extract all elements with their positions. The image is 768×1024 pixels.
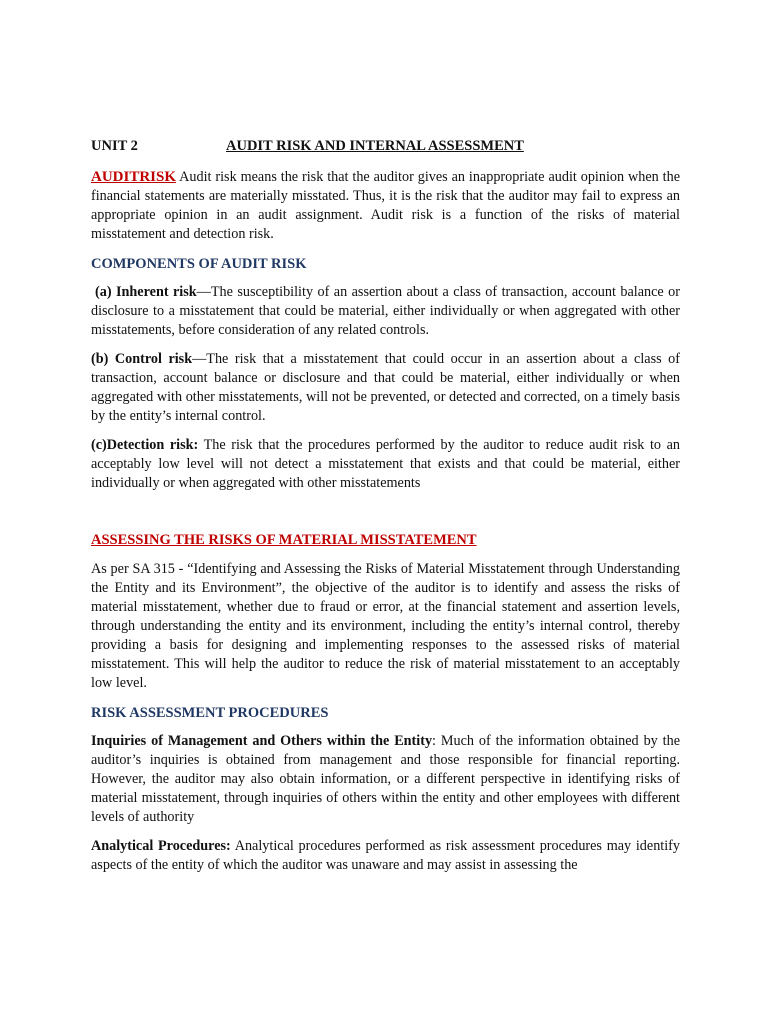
detection-risk-text: The risk that the procedures performed by the auditor to reduce audit risk to an acceptably low level will not detect a misstatement that exists and that could be material, either individually or when aggregated with other misstatements [91, 437, 680, 491]
unit-title: AUDIT RISK AND INTERNAL ASSESSMENT [226, 138, 524, 154]
assessing-heading: ASSESSING THE RISKS OF MATERIAL MISSTATEMENT [91, 532, 477, 548]
control-risk-term: (b) Control risk [91, 351, 193, 367]
procedures-heading: RISK ASSESSMENT PROCEDURES [91, 705, 329, 721]
inquiries-text: : Much of the information obtained by the auditor’s inquiries is obtained from management and those responsible for financial reporting. However, the auditor may also obtain information, or a different perspective in identifying risks of material misstatement, through inquiries of others within the entity and other employees with different levels of authority [91, 733, 681, 825]
audit-risk-paragraph [91, 168, 680, 244]
components-heading: COMPONENTS OF AUDIT RISK [91, 256, 307, 272]
inquiries-term: Inquiries of Management and Others within the Entity [91, 733, 433, 749]
inquiries-paragraph [91, 732, 680, 827]
inherent-risk-text: —The susceptibility of an assertion about a class of transaction, account balance or disclosure to a misstatement that could be material, either individually or when aggregated with other misstatements, before consideration of any related controls. [91, 284, 680, 338]
control-risk-paragraph [91, 350, 680, 426]
unit-label: UNIT 2 [91, 138, 138, 154]
analytical-procedures-paragraph [91, 837, 680, 875]
inherent-risk-term: (a) Inherent risk [95, 284, 197, 300]
detection-risk-paragraph [91, 436, 680, 493]
audit-risk-text: Audit risk means the risk that the auditor gives an inappropriate audit opinion when the financial statements are materially misstated. Thus, it is the risk that the auditor may fail to express an appropriate opinion in an audit assignment. Audit risk is a function of the risks of material misstatement and detection risk. [91, 169, 680, 242]
inherent-risk-paragraph [91, 283, 680, 340]
detection-risk-term: (c)Detection risk: [91, 437, 199, 453]
unit-header [91, 138, 680, 158]
audit-risk-lead: AUDITRISK [91, 169, 177, 185]
analytical-procedures-text: Analytical procedures performed as risk assessment procedures may identify aspects of the entity of which the auditor was unaware and may assist in assessing the [91, 838, 680, 873]
analytical-procedures-term: Analytical Procedures: [91, 838, 231, 854]
assessing-paragraph: As per SA 315 - “Identifying and Assessing the Risks of Material Misstatement through Understanding the Entity and its Environment”, the objective of the auditor is to identify and assess the risks of material misstatement, whether due to fraud or error, at the financial statement and assertion levels, through understanding the entity and its environment, including the entity’s internal control, thereby providing a basis for designing and implementing responses to the assessed risks of material misstatement. This will help the auditor to reduce the risk of material misstatement to an acceptably low level. [91, 561, 680, 691]
control-risk-text: —The risk that a misstatement that could occur in an assertion about a class of transaction, account balance or disclosure and that could be material, either individually or when aggregated with other misstatements, will not be prevented, or detected and corrected, on a timely basis by the entity’s internal control. [91, 351, 680, 424]
